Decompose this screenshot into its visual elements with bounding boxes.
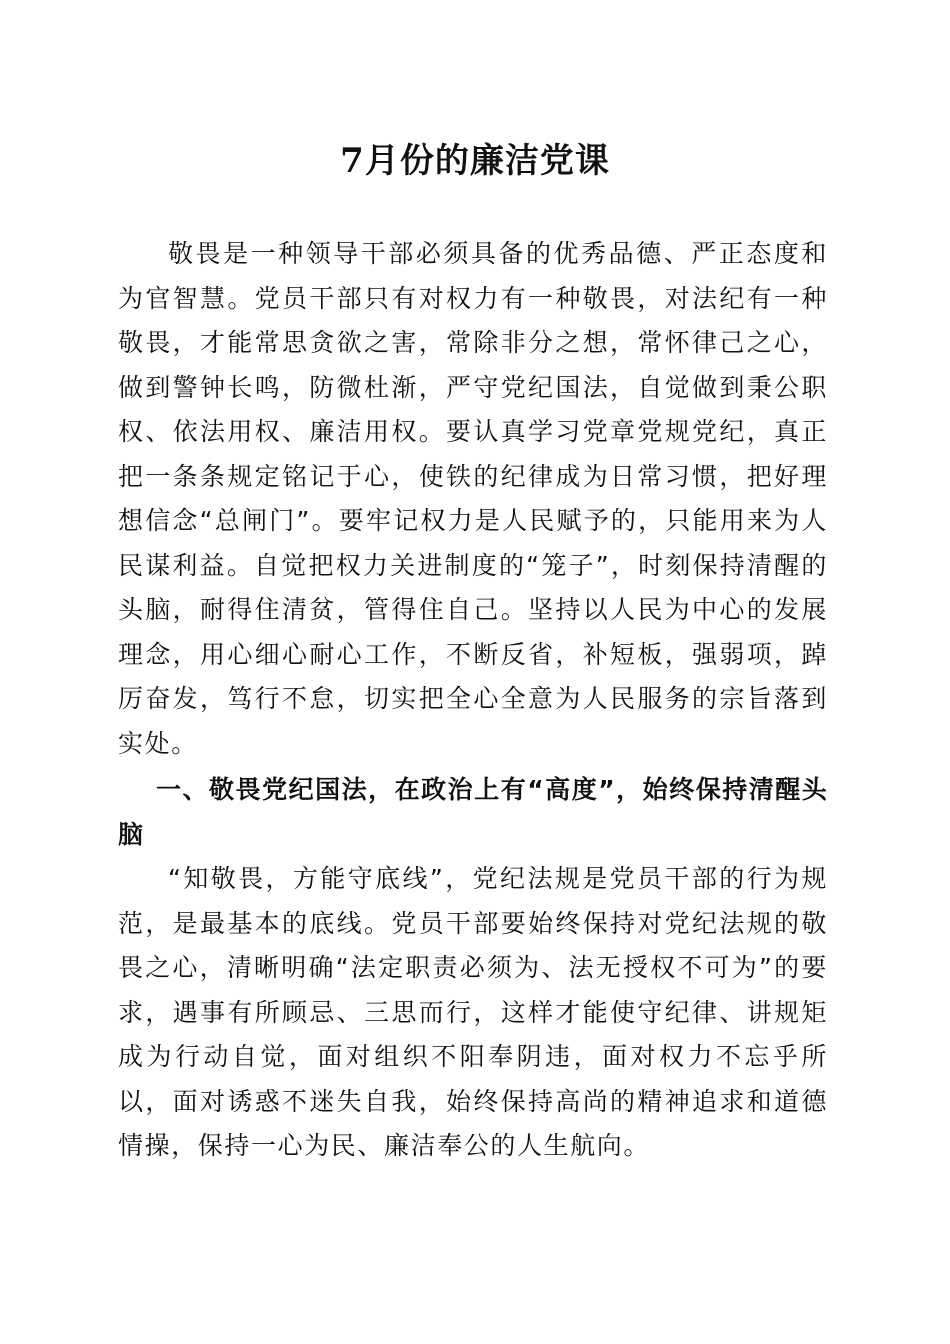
document-body bbox=[118, 232, 828, 1169]
document-title: 7月份的廉洁党课 bbox=[340, 141, 610, 181]
body-paragraph-section-1: “知敬畏，方能守底线”，党纪法规是党员干部的行为规范，是最基本的底线。党员干部要始终保持对党纪法规的敬畏之心，清晰明确“法定职责必须为、法无授权不可为”的要求，遇事有所顾忌、三思而行，这样才能使守纪律、讲规矩成为行动自觉，面对组织不阳奉阴违，面对权力不忘乎所以，面对诱惑不迷失自我，始终保持高尚的精神追求和道德情操，保持一心为民、廉洁奉公的人生航向。 bbox=[118, 864, 828, 1160]
section-heading-1: 一、敬畏党纪国法，在政治上有“高度”，始终保持清醒头脑 bbox=[118, 775, 828, 849]
body-paragraph-intro: 敬畏是一种领导干部必须具备的优秀品德、严正态度和为官智慧。党员干部只有对权力有一种敬畏，对法纪有一种敬畏，才能常思贪欲之害，常除非分之想，常怀律己之心，做到警钟长鸣，防微杜渐，严守党纪国法，自觉做到秉公职权、依法用权、廉洁用权。要认真学习党章党规党纪，真正把一条条规定铭记于心，使铁的纪律成为日常习惯，把好理想信念“总闸门”。要牢记权力是人民赋予的，只能用来为人民谋利益。自觉把权力关进制度的“笼子”，时刻保持清醒的头脑，耐得住清贫，管得住自己。坚持以人民为中心的发展理念，用心细心耐心工作，不断反省，补短板，强弱项，踔厉奋发，笃行不怠，切实把全心全意为人民服务的宗旨落到实处。 bbox=[118, 239, 828, 758]
